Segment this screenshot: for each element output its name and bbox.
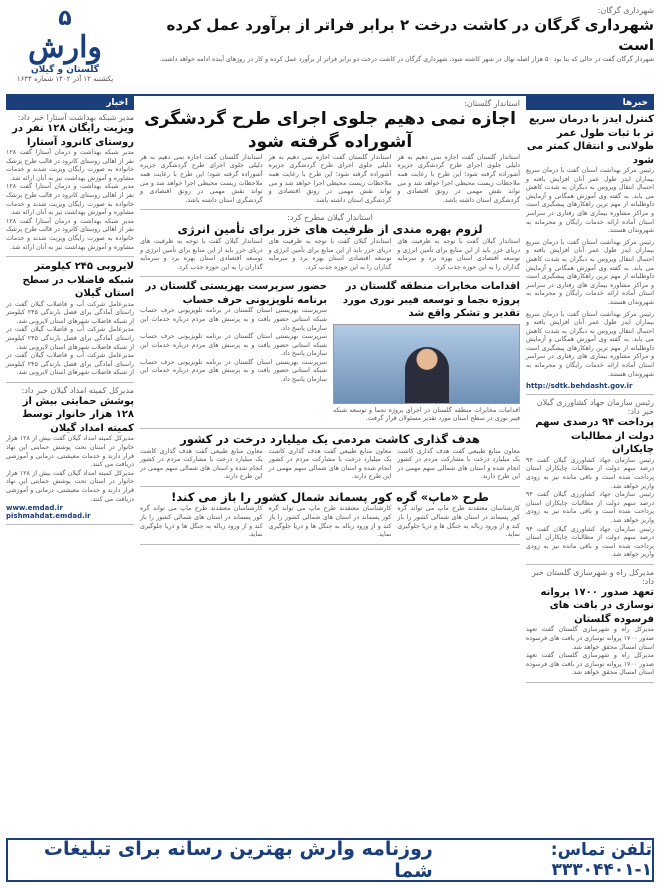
story-astara-body-3: مدیر شبکه بهداشت و درمان آستارا گفت ۱۲۸ نفر از اهالی روستای کانرود در قالب طرح پزشک خانواده به صورت رایگان ویزیت شدند و خدمات مشاوره و آموزش بهداشت نیز به آنان ارائه شد. [6, 217, 134, 251]
issue-line: یکشنبه ۱۲ آذر ۱۴۰۲ شماره ۱۶۳۴ [16, 75, 114, 83]
story-tea-kicker: رئیس سازمان جهاد کشاورزی گیلان خبر داد: [536, 398, 654, 417]
story-astara-kicker: مدیر شبکه بهداشت آستارا خبر داد: [17, 113, 134, 122]
story-caspian-body-2: استاندار گیلان گفت با توجه به ظرفیت های دریای خزر باید از این منابع برای تأمین انرژی و توسعه اقتصادی استان بهره برد و سرمایه گذاران را به این حوزه جذب کرد. [268, 237, 392, 271]
story-telecom[interactable] [333, 280, 520, 424]
story-ashuradeh-body: استاندار گلستان گفت اجازه نمی دهیم به هر دلیلی جلوی اجرای طرح گردشگری جزیره آشوراده گرفته شود؛ این طرح با رعایت همه ملاحظات زیست محیطی اجرا خواهد شد و می تواند نقش مهمی در رونق اقتصادی و گردشگری استان داشته باشد. [397, 153, 520, 204]
story-map-body: کارشناسان معتقدند طرح ماپ می تواند گره کور پسماند در استان های شمالی کشور را باز کند و از ورود زباله به جنگل ها و دریا جلوگیری نماید. [397, 505, 520, 539]
story-sewer-body-2: مدیرعامل شرکت آب و فاضلاب گیلان گفت در راستای آمادگی برای فصل بارندگی ۲۴۵ کیلومتر از شبکه فاضلاب شهرهای استان لایروبی شد. [6, 326, 134, 351]
emdad-web-1[interactable]: www.emdad.ir [6, 504, 63, 513]
center-area [140, 96, 520, 545]
story-ashuradeh-body-3: استاندار گلستان گفت اجازه نمی دهیم به هر دلیلی جلوی اجرای طرح گردشگری جزیره آشوراده گرفته شود؛ این طرح با رعایت همه ملاحظات زیست محیطی اجرا خواهد شد و می تواند نقش مهمی در رونق اقتصادی و گردشگری استان داشته باشد. [139, 153, 263, 204]
story-map[interactable] [140, 487, 520, 545]
left-column [6, 96, 134, 525]
story-aids-web[interactable]: http://sdtk.behdasht.gov.ir [526, 382, 633, 391]
story-welfare-body: سرپرست بهزیستی استان گلستان در برنامه تلویزیونی حرف حساب شبکه استانی حضور یافت و به پرسش های مردم درباره خدمات این سازمان پاسخ داد. [140, 307, 327, 332]
story-telecom-body: اقدامات مخابرات منطقه گلستان در اجرای پروژه نجما و توسعه شبکه فیبر نوری در سطح استان مورد تقدیر مسئولان قرار گرفت. [333, 406, 520, 423]
story-emdad-title[interactable]: پوشش حمایتی بیش از ۱۲۸ هزار خانوار توسط کمیته امداد گیلان [22, 395, 134, 434]
story-welfare-title[interactable]: حضور سرپرست بهزیستی گلستان در برنامه تلویزیونی حرف حساب [145, 281, 327, 306]
story-caspian-kicker: استاندار گیلان مطرح کرد: [287, 213, 373, 223]
story-renovation-title[interactable]: تعهد صدور ۱۷۰۰ پروانه نوسازی در بافت های فرسوده گلستان [540, 586, 654, 625]
story-renovation-body-2: مدیرکل راه و شهرسازی گلستان گفت تعهد صدور ۱۷۰۰ پروانه نوسازی در بافت های فرسوده استان امسال محقق خواهد شد. [526, 652, 654, 677]
story-aids-body: رئیس مرکز بهداشت استان گفت با درمان سریع بیماران ایدز طول عمر آنان افزایش یافته و احتمال انتقال ویروس به دیگران به شدت کاهش می یابد. به گفته وی آموزش همگانی و آزمایش داوطلبانه از مهم ترین راهکارهای پیشگیری است و مراکز مشاوره بیماری های رفتاری در سراسر استان آماده ارائه خدمات رایگان و محرمانه به شهروندان هستند. [526, 167, 654, 235]
story-telecom-photo [333, 324, 520, 404]
story-caspian-body-3: استاندار گیلان گفت با توجه به ظرفیت های دریای خزر باید از این منابع برای تأمین انرژی و توسعه اقتصادی استان بهره برد و سرمایه گذاران را به این حوزه جذب کرد. [139, 237, 263, 271]
story-ashuradeh-kicker: استاندار گلستان: [464, 99, 520, 108]
story-astara[interactable] [6, 110, 134, 257]
header [6, 4, 654, 96]
story-astara-body: مدیر شبکه بهداشت و درمان آستارا گفت ۱۲۸ نفر از اهالی روستای کانرود در قالب طرح پزشک خانواده به صورت رایگان ویزیت شدند و خدمات مشاوره و آموزش بهداشت نیز به آنان ارائه شد. [6, 149, 134, 182]
story-aids-body-2: رئیس مرکز بهداشت استان گفت با درمان سریع بیماران ایدز طول عمر آنان افزایش یافته و احتمال انتقال ویروس به دیگران به شدت کاهش می یابد. به گفته وی آموزش همگانی و آزمایش داوطلبانه از مهم ترین راهکارهای پیشگیری است و مراکز مشاوره بیماری های رفتاری در سراسر استان آماده ارائه خدمات رایگان و محرمانه به شهروندان هستند. [526, 238, 654, 306]
story-ashuradeh-title[interactable]: اجازه نمی دهیم جلوی اجرای طرح گردشگری آشوراده گرفته شود [144, 109, 516, 152]
story-ashuradeh[interactable] [140, 96, 520, 210]
lead-kicker: شهرداری گرگان: [597, 6, 654, 15]
story-tea[interactable] [526, 395, 654, 565]
lead-headline[interactable]: شهرداری گرگان در کاشت درخت ۲ برابر فراتر از برآورد عمل کرده است [166, 16, 654, 55]
section-name: گلستان و گیلان [30, 65, 100, 75]
news-header-left: اخبار [6, 96, 134, 110]
emdad-web-2[interactable]: pishmahdat.emdad.ir [6, 512, 91, 521]
story-renovation[interactable] [526, 565, 654, 683]
story-trees-body-3: معاون منابع طبیعی گفت هدف گذاری کاشت یک میلیارد درخت با مشارکت مردم در کشور انجام شده و استان های شمالی سهم مهمی در این طرح دارند. [139, 447, 263, 481]
ad-banner[interactable] [6, 838, 654, 882]
story-trees-body-2: معاون منابع طبیعی گفت هدف گذاری کاشت یک میلیارد درخت با مشارکت مردم در کشور انجام شده و استان های شمالی سهم مهمی در این طرح دارند. [268, 447, 392, 481]
right-column [526, 96, 654, 683]
story-tea-body-2: رئیس سازمان جهاد کشاورزی گیلان گفت ۹۴ درصد سهم دولت از مطالبات چایکاران استان پرداخت شده است و باقی مانده نیز به زودی واریز خواهد شد. [526, 491, 654, 524]
story-renovation-body: مدیرکل راه و شهرسازی گلستان گفت تعهد صدور ۱۷۰۰ پروانه نوسازی در بافت های فرسوده استان امسال محقق خواهد شد. [526, 626, 654, 651]
story-tea-body-3: رئیس سازمان جهاد کشاورزی گیلان گفت ۹۴ درصد سهم دولت از مطالبات چایکاران استان پرداخت شده است و باقی مانده نیز به زودی واریز خواهد شد. [526, 525, 654, 559]
ad-phone[interactable]: تلفن تماس: ۱-۳۳۳۰۴۴۰۱ [550, 840, 652, 880]
story-sewer-body: مدیرعامل شرکت آب و فاضلاب گیلان گفت در راستای آمادگی برای فصل بارندگی ۲۴۵ کیلومتر از شبکه فاضلاب شهرهای استان لایروبی شد. [6, 300, 134, 325]
story-welfare-body-3: سرپرست بهزیستی استان گلستان در برنامه تلویزیونی حرف حساب شبکه استانی حضور یافت و به پرسش های مردم درباره خدمات این سازمان پاسخ داد. [140, 358, 327, 384]
story-aids-body-3: رئیس مرکز بهداشت استان گفت با درمان سریع بیماران ایدز طول عمر آنان افزایش یافته و احتمال انتقال ویروس به دیگران به شدت کاهش می یابد. به گفته وی آموزش همگانی و آزمایش داوطلبانه از مهم ترین راهکارهای پیشگیری است و مراکز مشاوره بیماری های رفتاری در سراسر استان آماده ارائه خدمات رایگان و محرمانه به شهروندان هستند. [526, 310, 654, 378]
lead-body: شهردار گرگان گفت در حالی که بنا بود ۵۰ هزار اصله نهال در شهر کاشته شود، شهرداری گرگان در کاشت درخت دو برابر فراتر از برآورد عمل کرده و کار در روزهای آینده ادامه خواهد داشت. [159, 55, 654, 63]
ad-slogan: روزنامه وارش بهترین رسانه برای تبلیغات شما [43, 838, 433, 882]
page-number: ۵ [58, 6, 72, 31]
masthead [6, 4, 124, 92]
story-telecom-title[interactable]: اقدامات مخابرات منطقه گلستان در پروژه نجما و توسعه فیبر نوری مورد تقدیر و تشکر واقع شد [342, 281, 520, 320]
story-tea-title[interactable]: پرداخت ۹۴ درصدی سهم دولت از مطالبات چایکاران [535, 417, 654, 456]
story-emdad[interactable] [6, 383, 134, 525]
story-tea-body: رئیس سازمان جهاد کشاورزی گیلان گفت ۹۴ درصد سهم دولت از مطالبات چایکاران استان پرداخت شده است و باقی مانده نیز به زودی واریز خواهد شد. [526, 456, 654, 490]
story-trees-body: معاون منابع طبیعی گفت هدف گذاری کاشت یک میلیارد درخت با مشارکت مردم در کشور انجام شده و استان های شمالی سهم مهمی در این طرح دارند. [397, 447, 520, 481]
story-sewer-body-3: مدیرعامل شرکت آب و فاضلاب گیلان گفت در راستای آمادگی برای فصل بارندگی ۲۴۵ کیلومتر از شبکه فاضلاب شهرهای استان لایروبی شد. [6, 352, 134, 377]
story-aids-title[interactable]: کنترل ایدز با درمان سریع تر با ثبات طول عمر طولانی و انتقال کمتر می شود [526, 114, 654, 166]
story-astara-title[interactable]: ویزیت رایگان ۱۲۸ نفر در روستای کانرود آستارا [12, 123, 134, 148]
story-caspian-title[interactable]: لزوم بهره مندی از ظرفیت های خزر برای تأمین انرژی [177, 222, 483, 237]
story-map-body-3: کارشناسان معتقدند طرح ماپ می تواند گره کور پسماند در استان های شمالی کشور را باز کند و از ورود زباله به جنگل ها و دریا جلوگیری نماید. [139, 505, 263, 539]
story-emdad-body: مدیرکل کمیته امداد گیلان گفت بیش از ۱۲۸ هزار خانوار در استان تحت پوشش حمایتی این نهاد قرار دارند و خدمات معیشتی، درمانی و آموزشی دریافت می کنند. [6, 435, 134, 469]
story-map-body-2: کارشناسان معتقدند طرح ماپ می تواند گره کور پسماند در استان های شمالی کشور را باز کند و از ورود زباله به جنگل ها و دریا جلوگیری نماید. [268, 505, 392, 539]
story-map-title[interactable]: طرح «ماپ» گره کور پسماند شمال کشور را باز می کند! [171, 489, 489, 504]
mid-stories [140, 277, 520, 429]
story-ashuradeh-body-2: استاندار گلستان گفت اجازه نمی دهیم به هر دلیلی جلوی اجرای طرح گردشگری جزیره آشوراده گرفته شود؛ این طرح با رعایت همه ملاحظات زیست محیطی اجرا خواهد شد و می تواند نقش مهمی در رونق اقتصادی و گردشگری استان داشته باشد. [268, 153, 392, 204]
story-emdad-kicker: مدیرکل کمیته امداد گیلان خبر داد: [21, 385, 134, 395]
story-trees[interactable] [140, 429, 520, 487]
story-sewer-title[interactable]: لایروبی ۲۴۵ کیلومتر شبکه فاضلاب در سطح استان گیلان [22, 261, 134, 300]
speaker-figure [405, 347, 449, 403]
story-welfare-body-2: سرپرست بهزیستی استان گلستان در برنامه تلویزیونی حرف حساب شبکه استانی حضور یافت و به پرسش های مردم درباره خدمات این سازمان پاسخ داد. [140, 333, 327, 358]
story-renovation-kicker: مدیرکل راه و شهرسازی گلستان خبر داد: [531, 567, 654, 586]
story-aids[interactable] [526, 110, 654, 395]
story-welfare[interactable] [140, 280, 327, 424]
story-caspian[interactable] [140, 210, 520, 277]
story-caspian-body: استاندار گیلان گفت با توجه به ظرفیت های دریای خزر باید از این منابع برای تأمین انرژی و توسعه اقتصادی استان بهره برد و سرمایه گذاران را به این حوزه جذب کرد. [397, 237, 520, 271]
story-emdad-body-2: مدیرکل کمیته امداد گیلان گفت بیش از ۱۲۸ هزار خانوار در استان تحت پوشش حمایتی این نهاد قرار دارند و خدمات معیشتی، درمانی و آموزشی دریافت می کنند. [6, 469, 134, 503]
story-trees-title[interactable]: هدف گذاری کاشت مردمی یک میلیارد درخت در کشور [180, 432, 480, 447]
lead-story[interactable] [126, 6, 654, 64]
paper-logo: وارش [28, 30, 102, 65]
news-header: خبرها [526, 96, 654, 110]
story-sewer[interactable] [6, 257, 134, 383]
story-astara-body-2: مدیر شبکه بهداشت و درمان آستارا گفت ۱۲۸ نفر از اهالی روستای کانرود در قالب طرح پزشک خانواده به صورت رایگان ویزیت شدند و خدمات مشاوره و آموزش بهداشت نیز به آنان ارائه شد. [6, 183, 134, 217]
